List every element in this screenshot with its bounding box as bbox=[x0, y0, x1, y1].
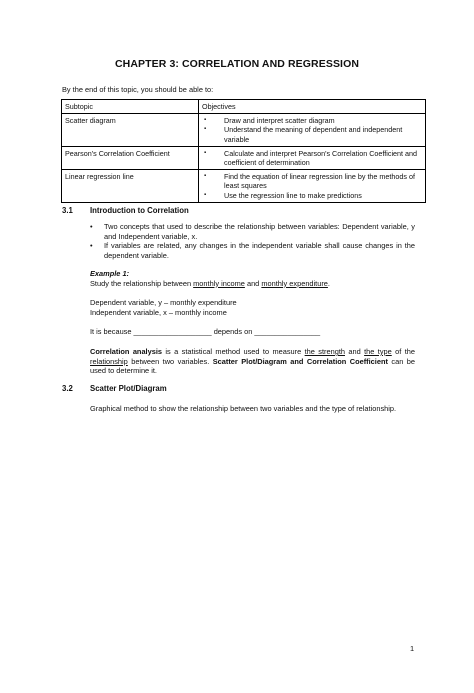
square-bullet-icon: ▪ bbox=[204, 117, 207, 124]
bullet-icon: • bbox=[90, 222, 93, 231]
table-cell-subtopic: Pearson's Correlation Coefficient bbox=[62, 146, 199, 169]
example-label: Example 1: bbox=[90, 269, 130, 278]
section-number: 3.1 bbox=[62, 206, 73, 215]
table-row bbox=[62, 114, 426, 147]
square-bullet-icon: ▪ bbox=[204, 126, 207, 133]
section-title: Scatter Plot/Diagram bbox=[90, 384, 167, 393]
square-bullet-icon: ▪ bbox=[204, 149, 207, 156]
dependent-variable-text: Dependent variable, y – monthly expenditure bbox=[90, 298, 237, 307]
example-block bbox=[90, 269, 415, 288]
section-heading-3-1 bbox=[62, 206, 189, 215]
list-item: • Two concepts that used to describe the relationship between variables: Dependent variable, y and Independent variable, x. bbox=[90, 222, 415, 241]
because-fill-in: It is because ___________________ depends on ________________ bbox=[90, 327, 321, 336]
table-row bbox=[62, 170, 426, 203]
objectives-table bbox=[61, 99, 426, 203]
table-header-objectives: Objectives bbox=[199, 100, 426, 114]
section-title: Introduction to Correlation bbox=[90, 206, 189, 215]
example-text: Study the relationship between monthly income and monthly expenditure. bbox=[90, 278, 330, 288]
variables-block bbox=[90, 298, 415, 317]
objective-item: ▪ Draw and interpret scatter diagram bbox=[204, 116, 335, 126]
square-bullet-icon: ▪ bbox=[204, 191, 207, 198]
page-number: 1 bbox=[410, 644, 415, 653]
objective-item: ▪ Use the regression line to make predictions bbox=[204, 190, 362, 200]
table-cell-objectives bbox=[199, 114, 426, 147]
objective-item: ▪ Understand the meaning of dependent and independent variable bbox=[204, 125, 403, 144]
table-cell-objectives bbox=[199, 146, 426, 169]
section-number: 3.2 bbox=[62, 384, 73, 393]
section-2-text: Graphical method to show the relationship between two variables and the type of relationship. bbox=[90, 404, 397, 413]
independent-variable-text: Independent variable, x – monthly income bbox=[90, 307, 227, 317]
intro-text: By the end of this topic, you should be able to: bbox=[62, 85, 214, 94]
table-header-row bbox=[62, 100, 426, 114]
table-row bbox=[62, 146, 426, 169]
objective-item: ▪ Find the equation of linear regression line by the methods of least squares bbox=[204, 172, 415, 191]
chapter-title: CHAPTER 3: CORRELATION AND REGRESSION bbox=[114, 58, 360, 70]
section-heading-3-2 bbox=[62, 384, 167, 393]
table-cell-subtopic: Scatter diagram bbox=[62, 114, 199, 147]
objective-item: ▪ Calculate and interpret Pearson's Correlation Coefficient and coefficient of determination bbox=[204, 148, 418, 168]
table-cell-objectives bbox=[199, 170, 426, 203]
square-bullet-icon: ▪ bbox=[204, 173, 207, 180]
section-1-bullets bbox=[90, 222, 415, 260]
list-item: • If variables are related, any changes in the independent variable shall cause changes in the dependent variable. bbox=[90, 241, 415, 260]
table-cell-subtopic: Linear regression line bbox=[62, 170, 199, 203]
table-header-subtopic: Subtopic bbox=[62, 100, 199, 114]
correlation-analysis-paragraph: Correlation analysis is a statistical method used to measure the strength and the type of the relationship between two variables. Scatter Plot/Diagram and Correlation Coefficient can be used to determine it. bbox=[90, 347, 415, 376]
bullet-icon: • bbox=[90, 241, 93, 251]
